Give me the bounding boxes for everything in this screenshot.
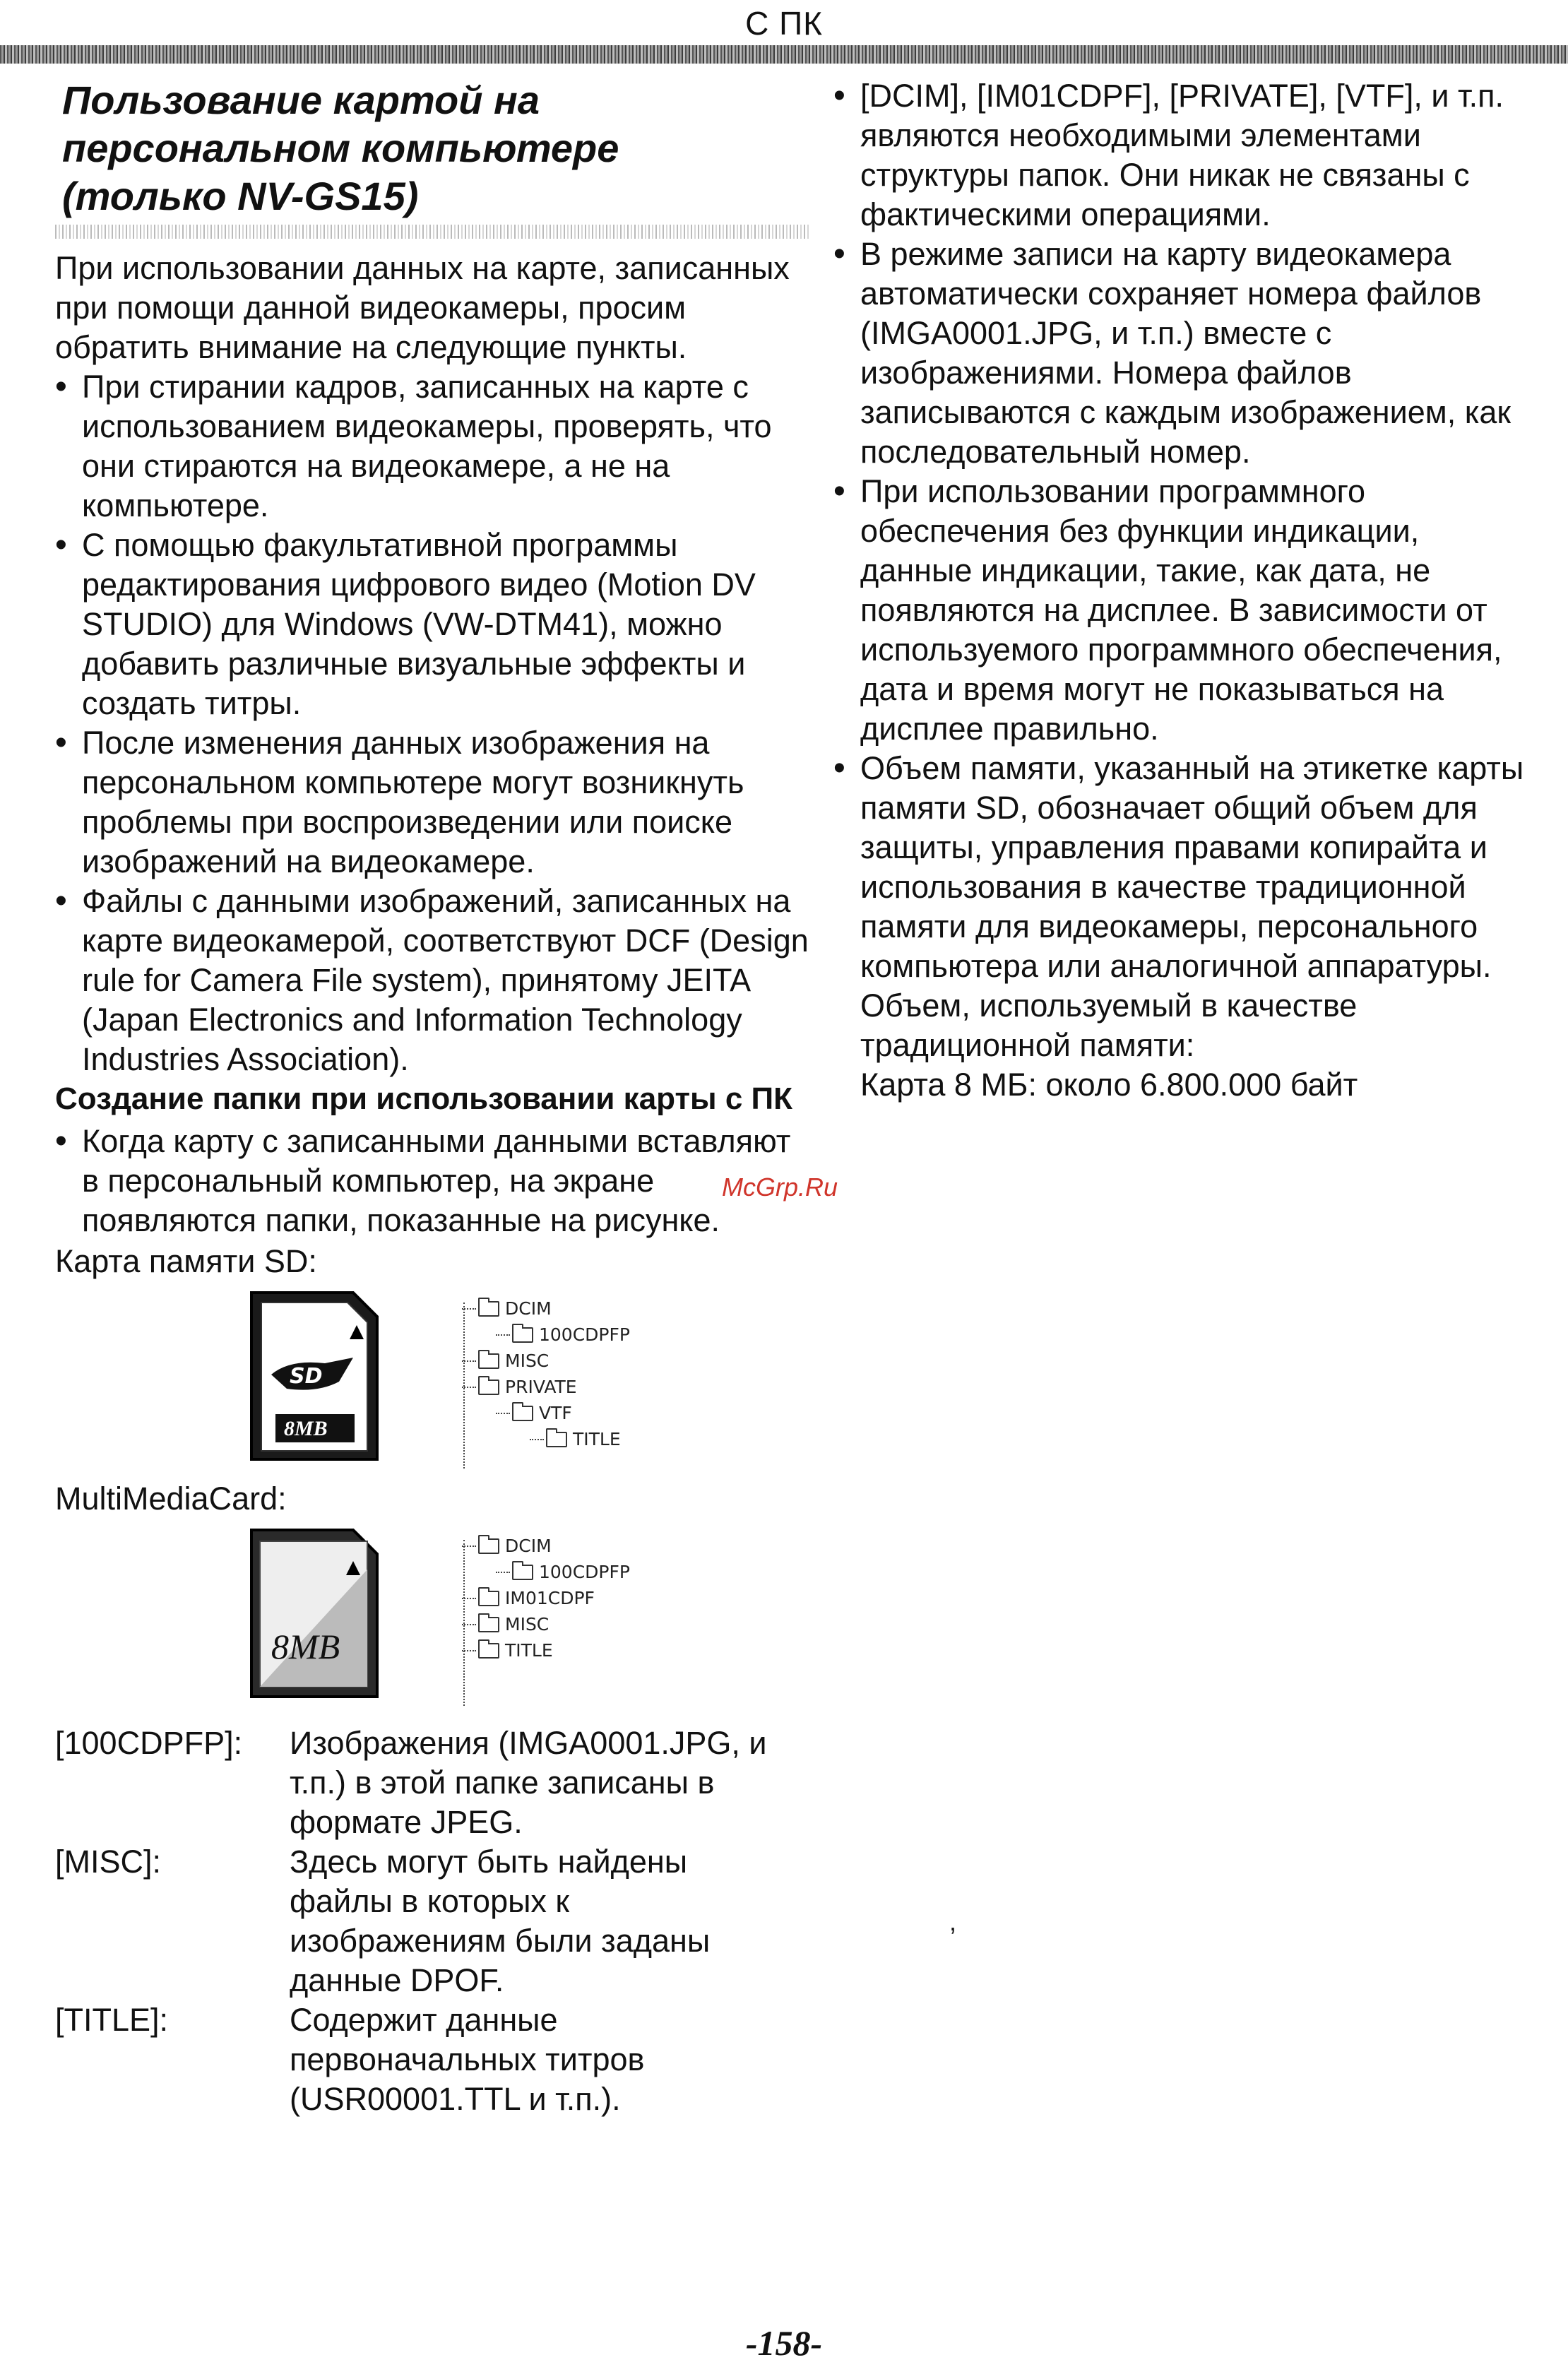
right-column [833,76,1540,1105]
title-dotted-rule [55,225,811,239]
subheading: Создание папки при использовании карты с ПК [55,1081,792,1116]
folder-icon [478,1617,499,1632]
folder-item: 100CDPFP [496,1322,630,1348]
section-title-line: персональном компьютере [62,126,619,170]
folder-item: PRIVATE [462,1374,630,1400]
definition-term: [100CDPFP]: [55,1725,243,1761]
folder-item: MISC [462,1611,630,1637]
sd-folder-tree [462,1295,630,1452]
definition-desc: Изображения (IMGA0001.JPG, и т.п.) в этой папке записаны в формате JPEG. [290,1725,767,1840]
scan-speck: , [949,1907,957,1936]
folder-item: TITLE [530,1426,630,1452]
header-hatched-bar [0,45,1568,64]
bullet-item: • Файлы с данными изображений, записанных на карте видеокамерой, соответствуют DCF (Design rule for Camera File system), принятому JEITA (Japan Electronics and Information Technology Industries Association). [55,882,811,1079]
sd-card-capacity: 8MB [284,1417,328,1440]
mmc-card-diagram [55,1527,811,1711]
definition-term: [MISC]: [55,1844,162,1880]
bullet-item: • После изменения данных изображения на персональном компьютере могут возникнуть проблемы при воспроизведении или поиске изображений на видеокамере. [55,723,811,882]
section-title-line: (только NV-GS15) [62,174,419,218]
folder-item: MISC [462,1348,630,1374]
bullet-item: • В режиме записи на карту видеокамера автоматически сохраняет номера файлов (IMGA0001.JPG, и т.п.) вместе с изображениями. Номера файлов записываются с каждым изображением, как последовательный номер. [833,235,1540,472]
folder-icon [546,1432,567,1447]
mmc-card-capacity: 8MB [271,1627,340,1666]
page-header-title: С ПК [745,5,823,42]
sd-card-icon [247,1290,381,1465]
page-number: -158- [745,2323,823,2363]
mmc-card-label: MultiMediaCard: [55,1481,287,1517]
folder-item: 100CDPFP [496,1559,630,1585]
definition-desc: Содержит данные первоначальных титров (USR00001.TTL и т.п.). [290,2002,645,2117]
mmc-folder-tree [462,1533,630,1663]
definition-desc: Здесь могут быть найдены файлы в которых к изображениям были заданы данные DPOF. [290,1844,711,1998]
definition-row [55,1842,811,2000]
bullet-item: • При использовании программного обеспечения без функции индикации, данные индикации, такие, как дата, не появляются на дисплее. В зависимости от используемого программного обеспечения, дата и время могут не показываться на дисплее правильно. [833,472,1540,749]
bullet-item: • При стирании кадров, записанных на карте с использованием видеокамеры, проверять, что они стираются на видеокамере, а не на компьютере. [55,367,811,526]
bullet-item: • С помощью факультативной программы редактирования цифрового видео (Motion DV STUDIO) для Windows (VW-DTM41), можно добавить различные визуальные эффекты и создать титры. [55,526,811,723]
watermark-link[interactable]: McGrp.Ru [722,1173,838,1202]
definition-row [55,2000,811,2119]
folder-icon [478,1380,499,1395]
folder-icon [512,1406,533,1421]
folder-icon [478,1353,499,1369]
definition-row [55,1724,811,1842]
section-title-line: Пользование картой на [62,78,540,122]
capacity-line: Карта 8 МБ: около 6.800.000 байт [860,1067,1358,1103]
folder-item: TITLE [462,1637,630,1663]
folder-definitions [55,1724,811,2119]
folder-item: DCIM [462,1533,630,1559]
left-column [55,76,811,2119]
folder-icon [478,1591,499,1606]
svg-text:SD: SD [290,1364,323,1389]
sd-card-diagram [55,1290,811,1473]
intro-paragraph: При использовании данных на карте, записанных при помощи данной видеокамеры, просим обратить внимание на следующие пункты. [55,250,790,365]
folder-icon [478,1538,499,1554]
folder-item: VTF [496,1400,630,1426]
section-title [62,76,811,220]
folder-item: IM01CDPF [462,1585,630,1611]
folder-icon [478,1301,499,1317]
folder-item: DCIM [462,1295,630,1322]
bullet-item: • [DCIM], [IM01CDPF], [PRIVATE], [VTF], и т.п. являются необходимыми элементами структуры папок. Они никак не связаны с фактическими операциями. [833,76,1540,235]
mmc-card-icon [247,1527,381,1702]
folder-icon [478,1643,499,1659]
folder-icon [512,1565,533,1580]
bullet-item: • Объем памяти, указанный на этикетке карты памяти SD, обозначает общий объем для защиты, управления правами копирайта и использования в качестве традиционной памяти для видеокамеры, персонального компьютера или аналогичной аппаратуры. Объем, используемый в качестве традиционной памяти: [833,749,1540,1065]
sd-card-label: Карта памяти SD: [55,1243,317,1279]
bullet-item: • Когда карту с записанными данными вставляют в персональный компьютер, на экране появляются папки, показанные на рисунке. [55,1122,811,1240]
folder-icon [512,1327,533,1343]
definition-term: [TITLE]: [55,2002,169,2038]
